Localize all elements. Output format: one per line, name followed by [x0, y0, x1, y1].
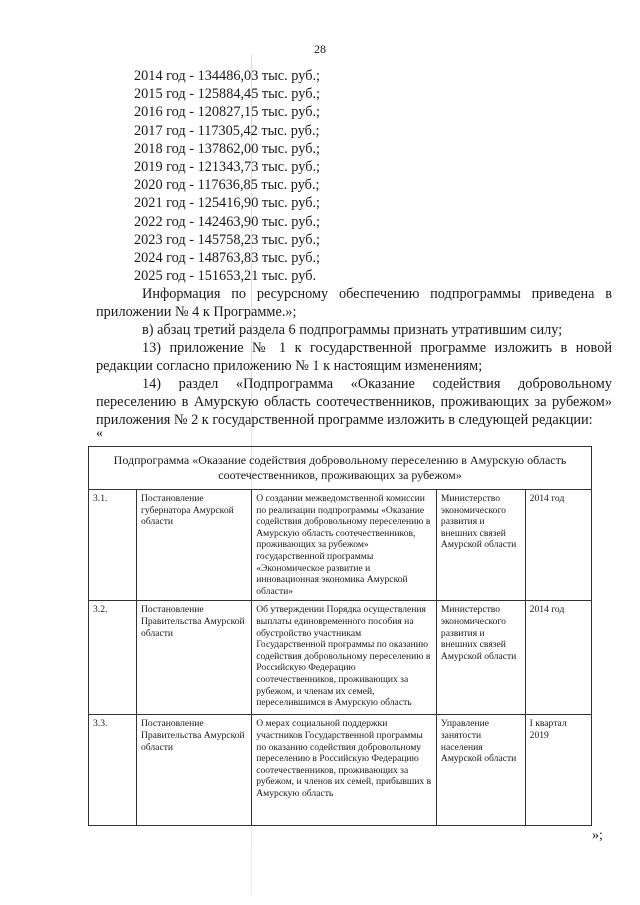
row-number: 3.2. — [89, 601, 137, 715]
paragraph-text: 13) приложение № 1 к государственной программе изложить в новой редакции согласно приложению № 1 к настоящим изменениям; — [96, 340, 612, 374]
paragraph-abzac — [96, 321, 612, 339]
funding-line: 2015 год - 125884,45 тыс. руб.; — [134, 86, 321, 103]
row-term: 2014 год — [525, 601, 591, 715]
row-title: О создании межведомственной комиссии по реализации подпрограммы «Оказание содействия добровольному переселению в Амурскую область соотечественников, проживающих за рубежом» государственной программы «Экономическое развитие и инновационная экономика Амурской области» — [252, 490, 437, 601]
row-title: О мерах социальной поддержки участников Государственной программы по оказанию содействия добровольному переселению в Российскую Федерацию соотечественников, проживающих за рубежом, и членов их семей, прибывших в Амурскую область — [252, 715, 437, 826]
funding-line: 2024 год - 148763,83 тыс. руб.; — [134, 250, 321, 267]
row-responsible: Управление занятости населения Амурской области — [436, 715, 525, 826]
row-number: 3.3. — [89, 715, 137, 826]
funding-line: 2018 год - 137862,00 тыс. руб.; — [134, 140, 321, 157]
funding-line: 2017 год - 117305,42 тыс. руб.; — [134, 122, 320, 139]
table-row — [89, 715, 592, 826]
paragraph-text: 14) раздел «Подпрограмма «Оказание содействия добровольному переселению в Амурскую область соотечественников, проживающих за рубежом» приложения № 2 к государственной программе изложить в следующей редакции: — [96, 376, 612, 428]
row-document-type: Постановление Правительства Амурской области — [136, 715, 251, 826]
quote-close: »; — [592, 828, 603, 843]
row-term: 2014 год — [525, 490, 591, 601]
funding-line: 2021 год - 125416,90 тыс. руб.; — [134, 195, 321, 212]
funding-line: 2014 год - 134486,03 тыс. руб.; — [134, 68, 321, 84]
funding-line: 2025 год - 151653,21 тыс. руб. — [134, 268, 317, 285]
paragraph-appendix-1 — [96, 339, 612, 375]
funding-line: 2022 год - 142463,90 тыс. руб.; — [134, 213, 321, 230]
row-number: 3.1. — [89, 490, 137, 601]
table-header: Подпрограмма «Оказание содействия добровольному переселению в Амурскую область соотечественников, проживающих за рубежом» — [89, 447, 592, 490]
row-responsible: Министерство экономического развития и внешних связей Амурской области — [436, 490, 525, 601]
table-row — [89, 490, 592, 601]
paragraph-section-14 — [96, 375, 612, 429]
funding-line: 2023 год - 145758,23 тыс. руб.; — [134, 231, 321, 248]
row-document-type: Постановление губернатора Амурской области — [136, 490, 251, 601]
funding-line: 2020 год - 117636,85 тыс. руб.; — [134, 177, 320, 194]
quote-open: « — [96, 426, 103, 441]
funding-list — [134, 67, 320, 285]
page-number: 28 — [314, 42, 326, 56]
paragraph-resource-info — [96, 285, 612, 321]
row-document-type: Постановление Правительства Амурской области — [136, 601, 251, 715]
funding-line: 2019 год - 121343,73 тыс. руб.; — [134, 159, 321, 176]
table-row — [89, 601, 592, 715]
row-responsible: Министерство экономического развития и внешних связей Амурской области — [436, 601, 525, 715]
paragraph-text: в) абзац третий раздела 6 подпрограммы признать утратившим силу; — [142, 322, 563, 338]
row-term: I квартал 2019 — [525, 715, 591, 826]
row-title: Об утверждении Порядка осуществления выплаты единовременного пособия на обустройство участникам Государственной программы по оказанию содействия добровольному переселению в Российскую Федерацию соотечественников, проживающих за рубежом, и членам их семей, переселившимся в Амурскую область — [252, 601, 437, 715]
funding-line: 2016 год - 120827,15 тыс. руб.; — [134, 104, 321, 121]
subprogram-table — [88, 446, 592, 826]
paragraph-text: Информация по ресурсному обеспечению подпрограммы приведена в приложении № 4 к Программе.»; — [96, 286, 612, 320]
